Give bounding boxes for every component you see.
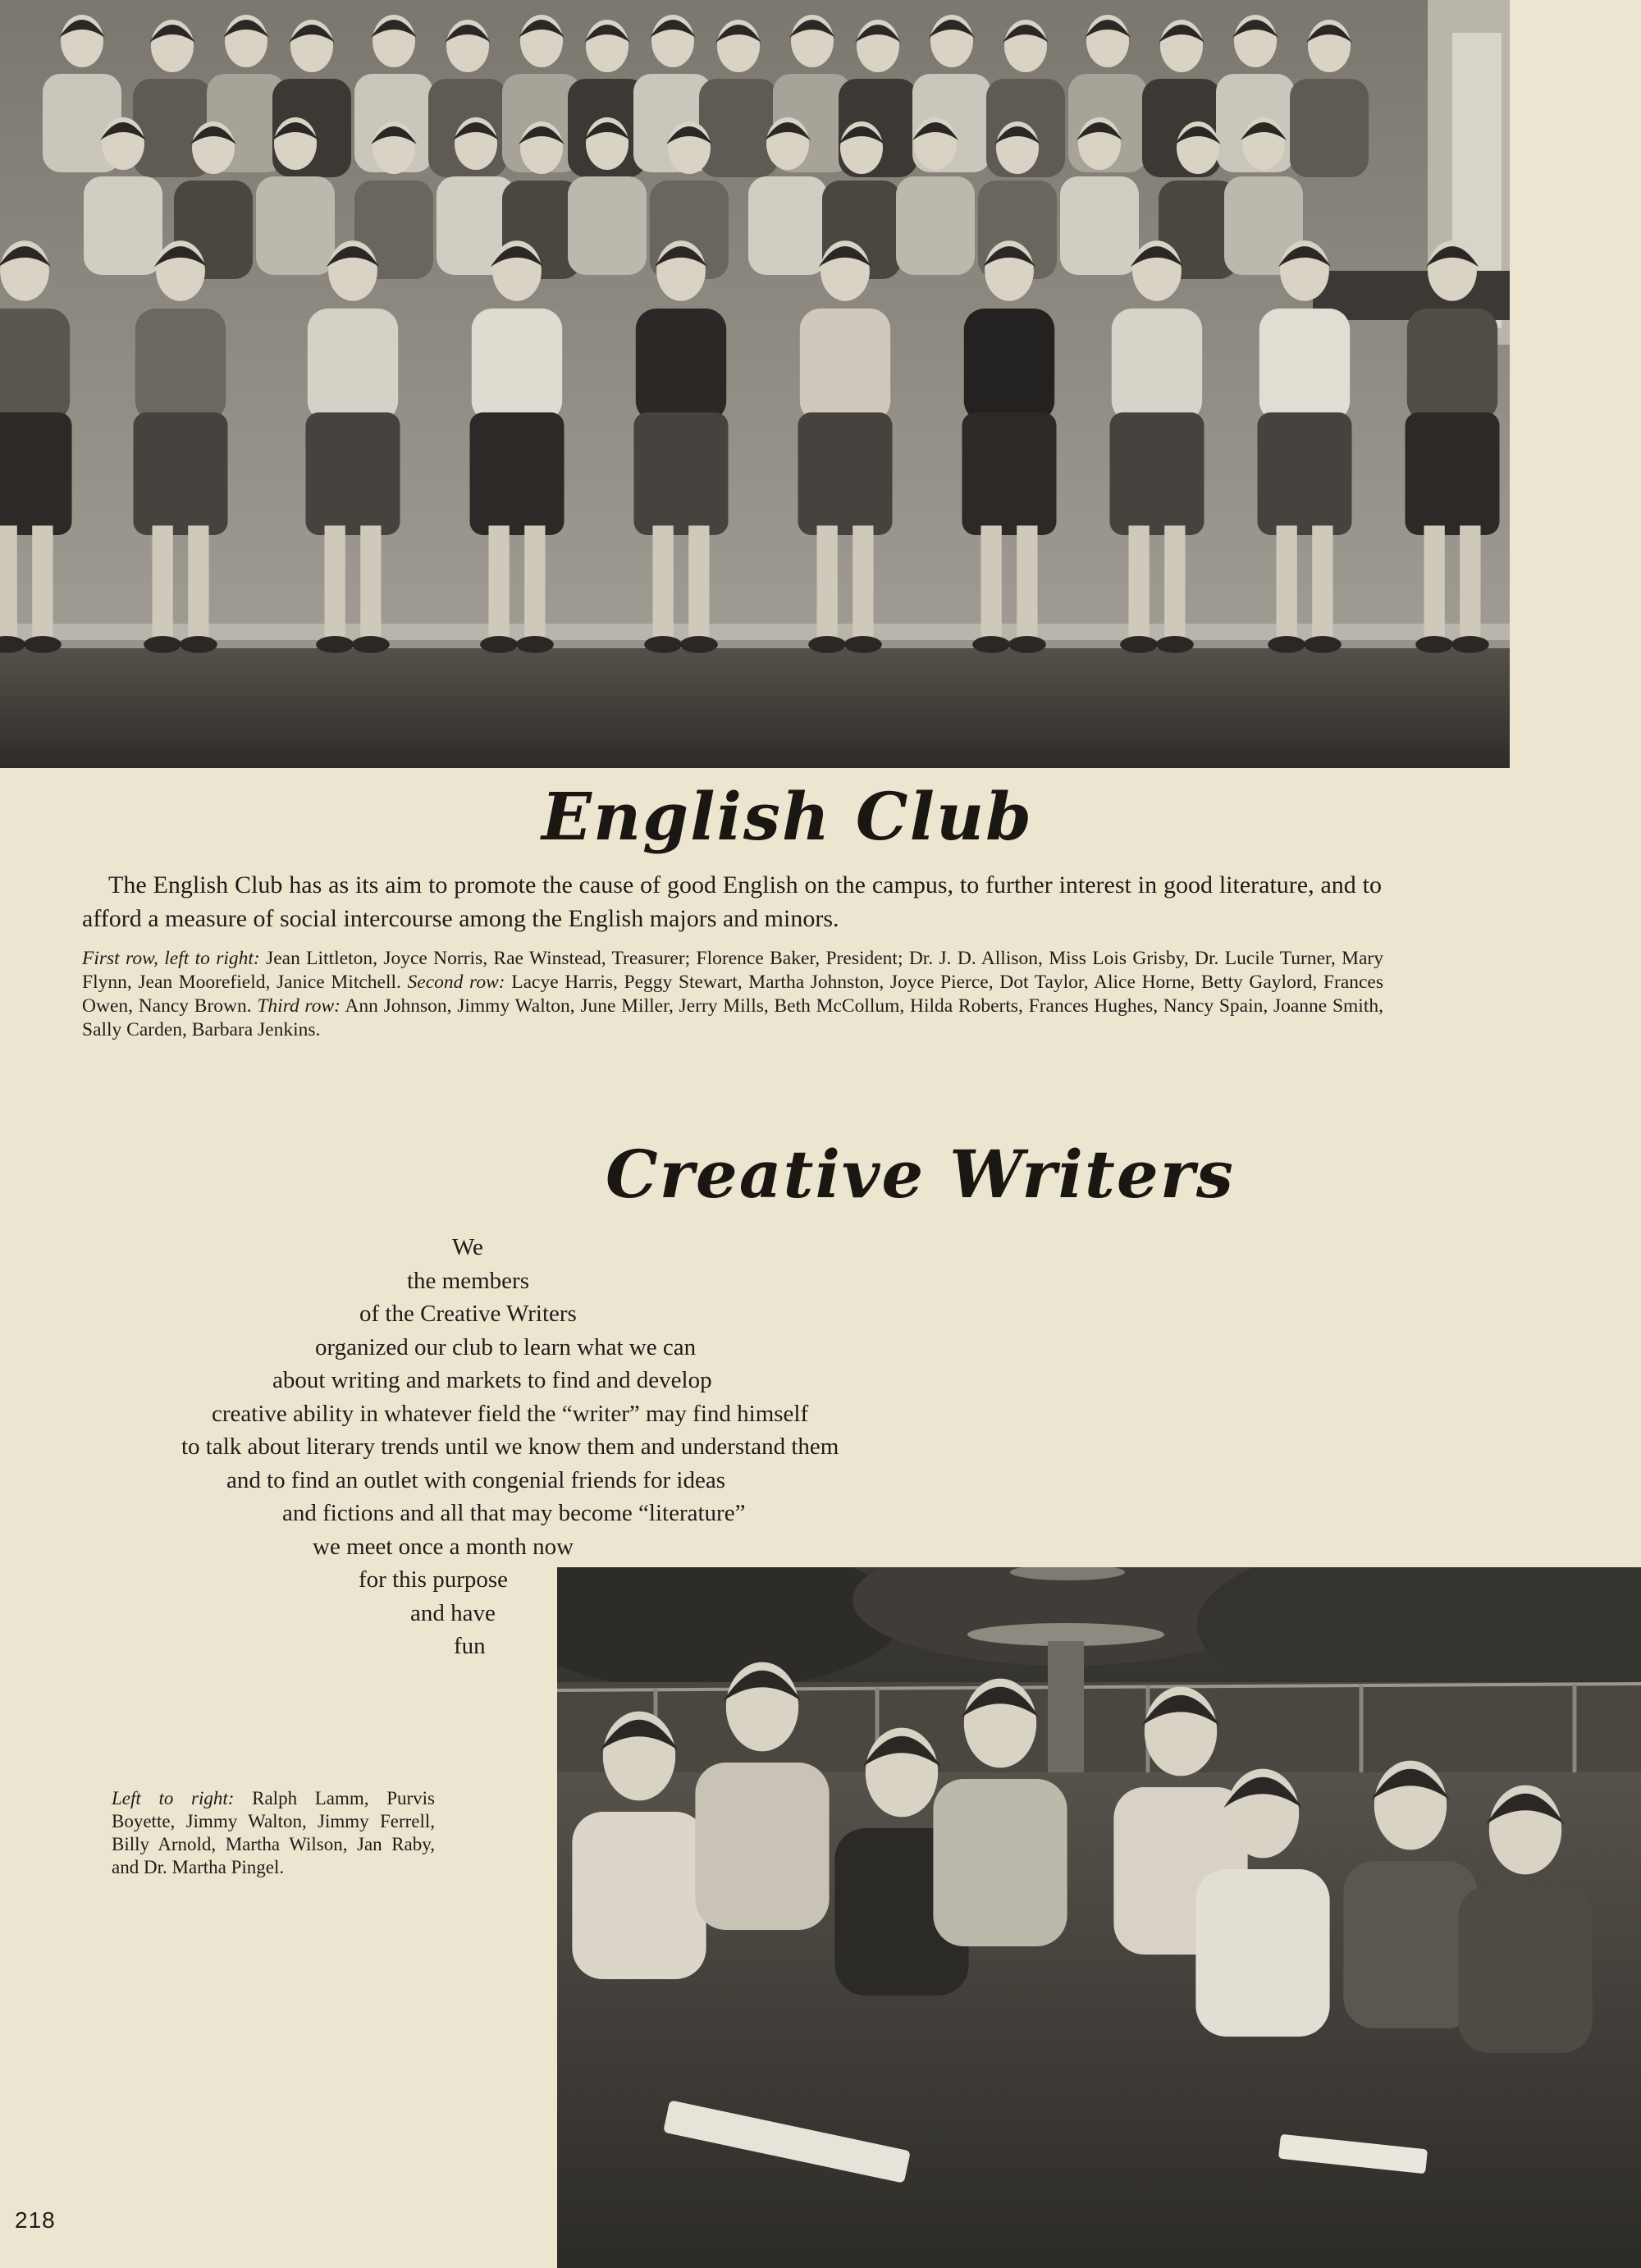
caption-first-row-label: First row, left to right: [82,948,260,969]
caption-second-row-label: Second row: [407,972,505,993]
poem-line: We [452,1234,483,1260]
poem-line: creative ability in whatever field the “writer” may find himself [212,1400,809,1427]
caption-third-row-label: Third row: [257,995,341,1017]
poem-line: to talk about literary trends until we know them and understand them [181,1434,839,1460]
caption-second-row-names: Lacye Harris, Peggy Stewart, Martha Johnston, Joyce Pierce, Dot Taylor, Alice Horne, Betty Gaylord, Frances Owen, Nancy Brown. [82,972,1384,1017]
poem-line: about writing and markets to find and develop [272,1367,712,1393]
poem-line: and fictions and all that may become “literature” [282,1500,746,1526]
page-number: 218 [15,2207,56,2233]
poem-line: and to find an outlet with congenial friends for ideas [226,1466,726,1493]
poem-line: of the Creative Writers [359,1301,577,1327]
poem-line: organized our club to learn what we can [315,1333,697,1360]
english-club-title: English Club [542,778,1034,855]
english-club-description: The English Club has as its aim to promote the cause of good English on the campus, to further interest in good literature, and to afford a measure of social intercourse among the English majors and minors. [82,871,1382,932]
caption-third-row-names: Ann Johnson, Jimmy Walton, June Miller, Jerry Mills, Beth McCollum, Hilda Roberts, Frances Hughes, Nancy Spain, Joanne Smith, Sally Carden, Barbara Jenkins. [82,995,1383,1040]
creative-writers-photo [557,1567,1641,2268]
creative-writers-title: Creative Writers [606,1136,1235,1213]
caption-label: Left to right: [112,1788,235,1808]
poem-line: the members [407,1267,529,1294]
english-club-caption [82,947,1383,1042]
caption-first-row-names: Jean Littleton, Joyce Norris, Rae Winstead, Treasurer; Florence Baker, President; Dr. J. D. Allison, Miss Lois Grisby, Dr. Lucile Turner, Mary Flynn, Jean Moorefield, Janice Mitchell. [82,948,1383,993]
poem-line: for this purpose [359,1566,509,1593]
english-club-photo [0,0,1510,768]
poem-line: fun [454,1633,486,1659]
caption-names: Ralph Lamm, Purvis Boyette, Jimmy Walton, Jimmy Ferrell, Billy Arnold, Martha Wilson, Jan Raby, and Dr. Martha Pingel. [112,1788,436,1877]
creative-writers-caption [112,1787,435,1879]
poem-line: and have [410,1599,496,1626]
poem-line: we meet once a month now [313,1533,574,1560]
